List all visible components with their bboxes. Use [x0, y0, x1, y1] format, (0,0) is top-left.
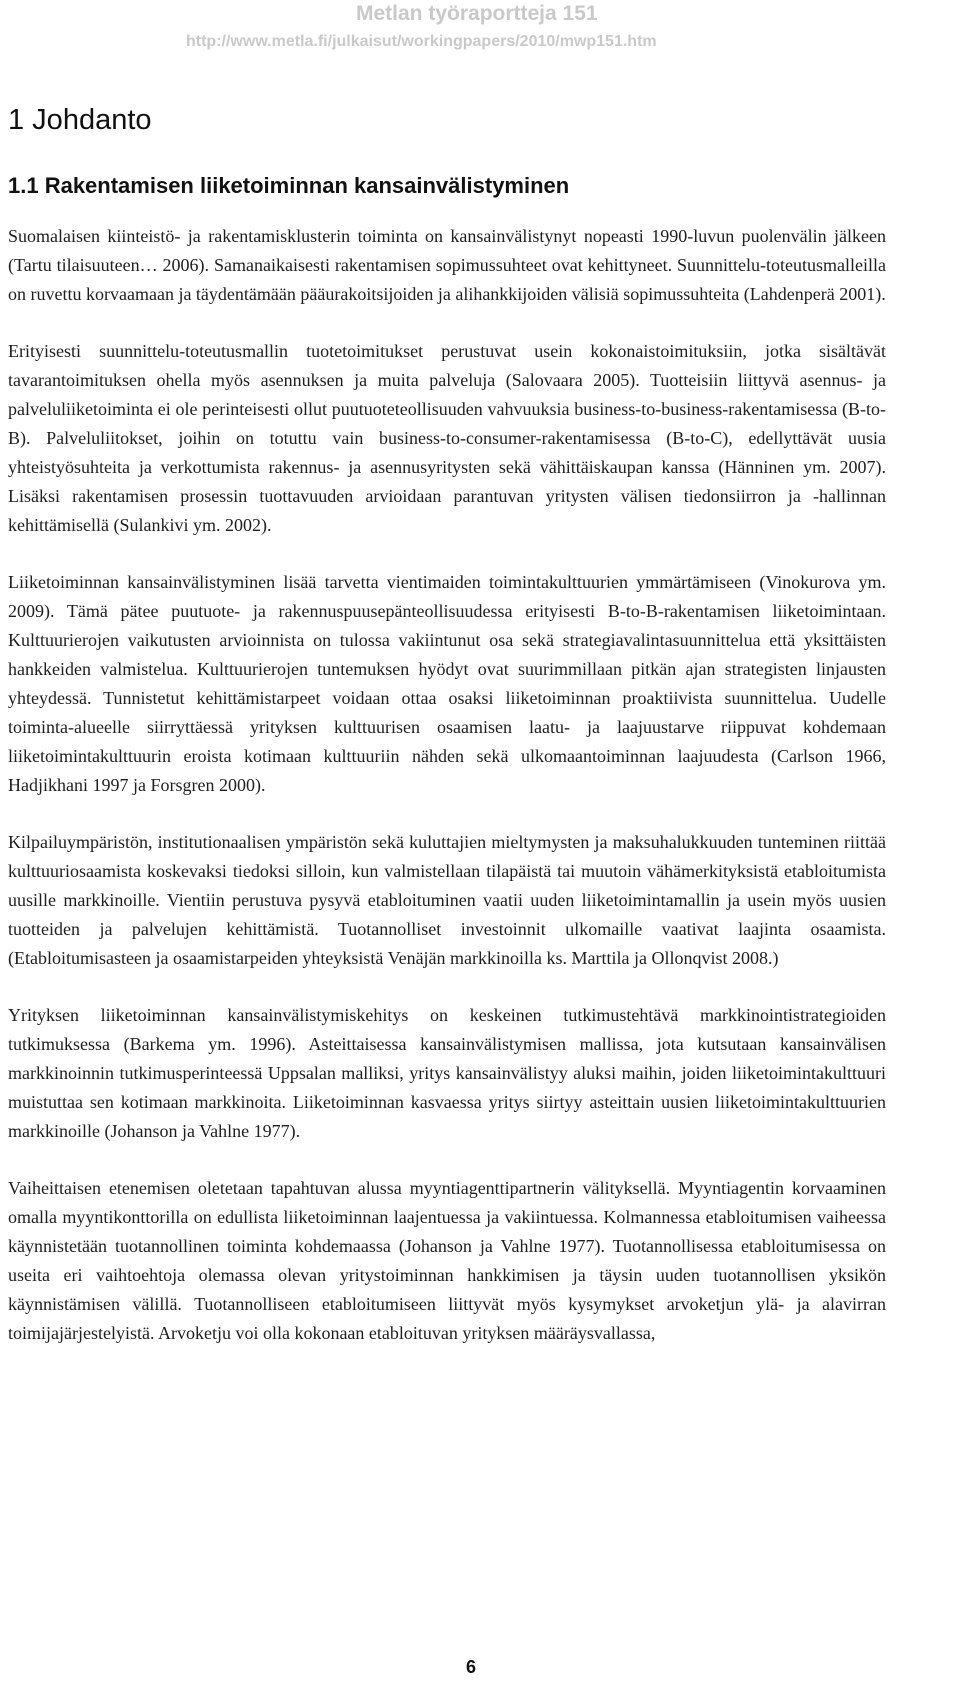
paragraph: Suomalaisen kiinteistö- ja rakentamisklusterin toiminta on kansainvälistynyt nopeasti 1990-luvun puolenvälin jälkeen (Tartu tilaisuuteen… 2006). Samanaikaisesti rakentamisen sopimussuhteet ovat kehittyneet. Suunnittelu-toteutusmalleilla on ruvettu korvaamaan ja täydentämään pääurakoitsijoiden ja alihankkijoiden välisiä sopimussuhteita (Lahdenperä 2001).: [8, 226, 886, 304]
section-heading: 1.1 Rakentamisen liiketoiminnan kansainvälistyminen: [8, 173, 570, 198]
paragraph: Erityisesti suunnittelu-toteutusmallin tuotetoimitukset perustuvat usein kokonaistoimituksiin, jotka sisältävät tavarantoimituksen ohella myös asennuksen ja muita palveluja (Salovaara 2005). Tuotteisiin liittyvä asennus- ja palveluliiketoiminta ei ole perinteisesti ollut puutuoteteollisuuden vahvuuksia business-to-business-rakentamisessa (B-to-B). Palveluliitokset, joihin on totuttu vain business-to-consumer-rakentamisessa (B-to-C), edellyttävät uusia yhteistyösuhteita ja verkottumista rakennus- ja asennusyritysten sekä vähittäiskaupan kanssa (Hänninen ym. 2007). Lisäksi rakentamisen prosessin tuottavuuden arvioidaan parantuvan yritysten välisen tiedonsiirron ja -hallinnan kehittämisellä (Sulankivi ym. 2002).: [8, 341, 886, 535]
chapter-heading: 1 Johdanto: [8, 104, 152, 136]
paragraph: Yrityksen liiketoiminnan kansainvälistymiskehitys on keskeinen tutkimustehtävä markkinointistrategioiden tutkimuksessa (Barkema ym. 1996). Asteittaisessa kansainvälistymisen mallissa, jota kutsutaan kansainvälisen markkinoinnin tutkimusperinteessä Uppsalan malliksi, yritys kansainvälistyy aluksi maihin, joiden liiketoimintakulttuuri muistuttaa sen kotimaan markkinoita. Liiketoiminnan kasvaessa yritys siirtyy asteittain uusien liiketoimintakulttuurien markkinoille (Johanson ja Vahlne 1977).: [8, 1005, 886, 1141]
paragraph: Vaiheittaisen etenemisen oletetaan tapahtuvan alussa myyntiagenttipartnerin välityksellä. Myyntiagentin korvaaminen omalla myyntikonttorilla on edullista liiketoiminnan laajentuessa ja vakiintuessa. Kolmannessa etabloitumisen vaiheessa käynnistetään tuotannollinen toiminta kohdemaassa (Johanson ja Vahlne 1977). Tuotannollisessa etabloitumisessa on useita eri vaihtoehtoja olemassa olevan yritystoiminnan hankkimisen ja täysin uuden tuotannollisen yksikön käynnistämisen välillä. Tuotannolliseen etabloitumiseen liittyvät myös kysymykset arvoketjun ylä- ja alavirran toimijajärjestelyistä. Arvoketju voi olla kokonaan etabloituvan yrityksen määräysvallassa,: [8, 1178, 886, 1343]
header-url[interactable]: http://www.metla.fi/julkaisut/workingpapers/2010/mwp151.htm: [186, 33, 657, 50]
body-text: [8, 222, 886, 1376]
page-header: [0, 2, 960, 58]
series-title: Metlan työraportteja 151: [356, 2, 598, 25]
paragraph: Liiketoiminnan kansainvälistyminen lisää tarvetta vientimaiden toimintakulttuurien ymmärtämiseen (Vinokurova ym. 2009). Tämä pätee puutuote- ja rakennuspuusepänteollisuudessa erityisesti B-to-B-rakentamisen liiketoimintaan. Kulttuurierojen vaikutusten arvioinnista on tulossa vakiintunut osa sekä strategiavalintasuunnittelua että yksittäisten hankkeiden valmistelua. Kulttuurierojen tuntemuksen hyödyt ovat suurimmillaan pitkän ajan strategisten linjausten yhteydessä. Tunnistetut kehittämistarpeet voidaan ottaa osaksi liiketoiminnan proaktiivista suunnittelua. Uudelle toiminta-alueelle siirryttäessä yrityksen kulttuurisen osaamisen laatu- ja laajuustarve riippuvat kohdemaan liiketoimintakulttuurin eroista kotimaan kulttuuriin nähden sekä ulkomaantoiminnan laajuudesta (Carlson 1966, Hadjikhani 1997 ja Forsgren 2000).: [8, 572, 886, 795]
paragraph: Kilpailuympäristön, institutionaalisen ympäristön sekä kuluttajien mieltymysten ja maksuhalukkuuden tunteminen riittää kulttuuriosaamista koskevaksi tiedoksi silloin, kun valmistellaan tilapäistä tai muutoin vähämerkityksistä etabloitumista uusille markkinoille. Vientiin perustuva pysyvä etabloituminen vaatii uuden liiketoimintamallin ja usein myös uusien tuotteiden ja palvelujen kehittämistä. Tuotannolliset investoinnit ulkomaille vaativat laajinta osaamista. (Etabloitumisasteen ja osaamistarpeiden yhteyksistä Venäjän markkinoilla ks. Marttila ja Ollonqvist 2008.): [8, 832, 886, 968]
page-number: 6: [466, 1657, 477, 1677]
